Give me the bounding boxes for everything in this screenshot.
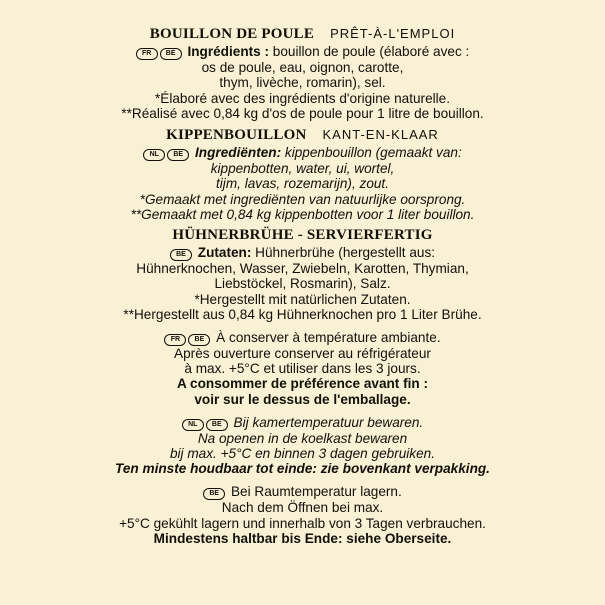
title-fr: BOUILLON DE POULE PRÊT-À-L'EMPLOI bbox=[149, 26, 456, 42]
country-badge-fr: FR bbox=[164, 334, 186, 346]
note2-nl: **Gemaakt met 0,84 kg kippenbotten voor 1 liter bouillon. bbox=[130, 206, 475, 222]
country-badge-nl: NL bbox=[143, 149, 165, 161]
ingredients-de-line3: Liebstöckel, Rosmarin), Salz. bbox=[214, 276, 391, 292]
storage-fr-line2: Après ouverture conserver au réfrigérateur bbox=[174, 346, 431, 362]
note1-fr: *Élaboré avec des ingrédients d'origine naturelle. bbox=[154, 90, 451, 106]
note2-de: **Hergestellt aus 0,84 kg Hühnerknochen pro 1 Liter Brühe. bbox=[123, 306, 482, 322]
ingredients-fr-line1: FR BE Ingrédients : bouillon de poule (élaboré avec : bbox=[0, 44, 605, 60]
best-before-de: Mindestens haltbar bis Ende: siehe Oberseite. bbox=[153, 530, 452, 546]
ingredients-label-nl: Ingrediënten: bbox=[195, 145, 282, 161]
storage-nl-line3: bij max. +5°C en binnen 3 dagen gebruiken. bbox=[169, 446, 436, 462]
note1-de: *Hergestellt mit natürlichen Zutaten. bbox=[194, 291, 411, 307]
ingredients-label-fr: Ingrédients : bbox=[187, 44, 270, 60]
best-before-fr: A consommer de préférence avant fin : bbox=[176, 376, 429, 392]
storage-fr-line1: FR BE À conserver à température ambiante. bbox=[0, 330, 605, 346]
country-badge-be: BE bbox=[206, 419, 228, 431]
ingredients-fr-line2: os de poule, eau, oignon, carotte, bbox=[201, 60, 404, 76]
section-de bbox=[0, 228, 605, 322]
country-badge-be: BE bbox=[167, 149, 189, 161]
country-badge-be: BE bbox=[160, 48, 182, 60]
storage-fr bbox=[0, 330, 605, 407]
ingredients-fr-line3: thym, livèche, romarin), sel. bbox=[219, 75, 386, 91]
country-badge-be: BE bbox=[203, 488, 225, 500]
title-de: HÜHNERBRÜHE - SERVIERFERTIG bbox=[172, 227, 433, 244]
ingredients-nl-line2: kippenbotten, water, ui, wortel, bbox=[210, 161, 395, 177]
storage-de-line2: Nach dem Öffnen bei max. bbox=[221, 500, 384, 516]
subtitle-fr: PRÊT-À-L'EMPLOI bbox=[330, 26, 456, 41]
country-badge-nl: NL bbox=[182, 419, 204, 431]
section-nl bbox=[0, 127, 605, 222]
storage-de-line1: BE Bei Raumtemperatur lagern. bbox=[0, 484, 605, 500]
storage-nl-line2: Na openen in de koelkast bewaren bbox=[197, 430, 408, 446]
country-badge-fr: FR bbox=[136, 48, 158, 60]
storage-nl bbox=[0, 415, 605, 477]
country-badge-be: BE bbox=[188, 334, 210, 346]
ingredients-nl-line3: tijm, lavas, rozemarijn), zout. bbox=[216, 176, 389, 192]
storage-de bbox=[0, 484, 605, 546]
best-before-nl: Ten minste houdbaar tot einde: zie bovenkant verpakking. bbox=[115, 461, 490, 477]
storage-de-line3: +5°C gekühlt lagern und innerhalb von 3 Tagen verbrauchen. bbox=[119, 515, 486, 531]
note1-nl: *Gemaakt met ingrediënten van natuurlijke oorsprong. bbox=[139, 191, 466, 207]
ingredients-de-line2: Hühnerknochen, Wasser, Zwiebeln, Karotten, Thymian, bbox=[136, 261, 469, 277]
section-fr bbox=[0, 26, 605, 121]
ingredients-label-de: Zutaten: bbox=[197, 245, 252, 261]
country-badge-be: BE bbox=[170, 249, 192, 261]
storage-fr-line3: à max. +5°C et utiliser dans les 3 jours. bbox=[184, 361, 421, 377]
storage-nl-line1: NL BE Bij kamertemperatuur bewaren. bbox=[0, 415, 605, 431]
ingredients-nl-line1: NL BE Ingrediënten: kippenbouillon (gemaakt van: bbox=[0, 145, 605, 161]
best-before-location-fr: voir sur le dessus de l'emballage. bbox=[194, 391, 411, 407]
ingredients-de-line1: BE Zutaten: Hühnerbrühe (hergestellt aus: bbox=[0, 245, 605, 261]
note2-fr: **Réalisé avec 0,84 kg d'os de poule pour 1 litre de bouillon. bbox=[121, 105, 484, 121]
subtitle-nl: KANT-EN-KLAAR bbox=[322, 127, 439, 143]
title-nl: KIPPENBOUILLON KANT-EN-KLAAR bbox=[166, 127, 439, 144]
